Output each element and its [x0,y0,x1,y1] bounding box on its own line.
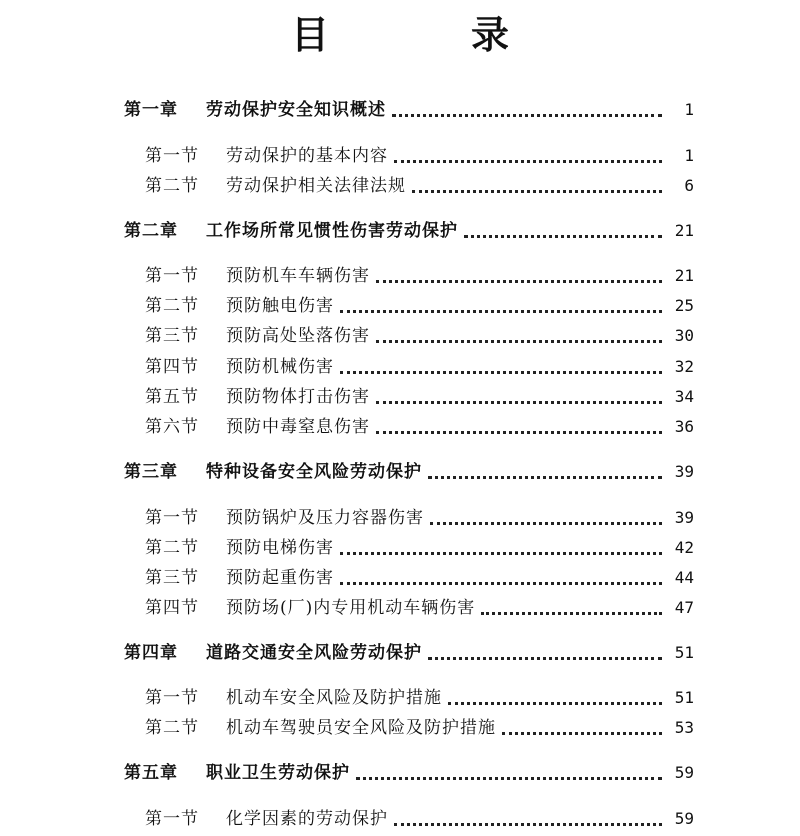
dot-leader [376,340,662,343]
chapter-title: 特种设备安全风险劳动保护 [206,462,422,482]
page-number: 47 [674,598,694,617]
section-title: 化学因素的劳动保护 [226,809,388,829]
page-number: 39 [674,508,694,527]
page-number: 51 [674,643,694,662]
section-title: 预防物体打击伤害 [226,387,370,407]
toc-chapter-row [0,218,800,244]
toc-section-row [0,263,800,289]
section-label: 第一节 [145,688,199,708]
toc-section-row [0,505,800,531]
section-title: 预防起重伤害 [226,568,334,588]
toc-chapter-row [0,459,800,485]
chapter-title: 道路交通安全风险劳动保护 [206,643,422,663]
page-number: 39 [674,462,694,481]
dot-leader [376,431,662,434]
dot-leader [340,552,662,555]
section-title: 劳动保护相关法律法规 [226,176,406,196]
dot-leader [340,310,662,313]
section-label: 第二节 [145,718,199,738]
toc-section-row [0,685,800,711]
page-number: 1 [684,100,694,119]
page-number: 51 [674,688,694,707]
section-title: 预防锅炉及压力容器伤害 [226,508,424,528]
page-number: 30 [674,326,694,345]
section-title: 劳动保护的基本内容 [226,146,388,166]
chapter-label: 第四章 [124,643,178,663]
dot-leader [412,190,662,193]
section-label: 第一节 [145,809,199,829]
section-title: 预防中毒窒息伤害 [226,417,370,437]
chapter-title: 劳动保护安全知识概述 [206,100,386,120]
chapter-label: 第五章 [124,763,178,783]
toc-chapter-row [0,640,800,666]
page-number: 36 [674,417,694,436]
page-number: 59 [674,809,694,828]
section-title: 预防场(厂)内专用机动车辆伤害 [226,598,476,618]
dot-leader [464,235,662,238]
toc-section-row [0,715,800,741]
chapter-title: 工作场所常见惯性伤害劳动保护 [206,221,458,241]
section-title: 预防高处坠落伤害 [226,326,370,346]
page-number: 25 [674,296,694,315]
section-label: 第二节 [145,538,199,558]
section-label: 第五节 [145,387,199,407]
page-title: 目 录 [290,13,561,57]
section-title: 机动车驾驶员安全风险及防护措施 [226,718,496,738]
toc-section-row [0,143,800,169]
section-title: 预防电梯伤害 [226,538,334,558]
section-label: 第二节 [145,296,199,316]
section-label: 第四节 [145,357,199,377]
dot-leader [430,522,662,525]
page-number: 6 [684,176,694,195]
chapter-title: 职业卫生劳动保护 [206,763,350,783]
section-label: 第三节 [145,326,199,346]
section-title: 预防触电伤害 [226,296,334,316]
page-number: 1 [684,146,694,165]
page-number: 21 [674,221,694,240]
dot-leader [376,401,662,404]
dot-leader [376,280,662,283]
dot-leader [340,371,662,374]
dot-leader [481,612,662,615]
page-number: 34 [674,387,694,406]
section-title: 机动车安全风险及防护措施 [226,688,442,708]
page-number: 21 [674,266,694,285]
toc-section-row [0,293,800,319]
dot-leader [502,732,662,735]
toc-section-row [0,535,800,561]
page-number: 59 [674,763,694,782]
page-number: 44 [674,568,694,587]
chapter-label: 第一章 [124,100,178,120]
toc-section-row [0,354,800,380]
toc-section-row [0,806,800,832]
toc-section-row [0,565,800,591]
page-number: 32 [674,357,694,376]
section-label: 第一节 [145,508,199,528]
dot-leader [392,114,662,117]
section-label: 第三节 [145,568,199,588]
toc-chapter-row [0,97,800,123]
dot-leader [394,823,662,826]
dot-leader [428,476,662,479]
dot-leader [340,582,662,585]
toc-section-row [0,384,800,410]
section-label: 第六节 [145,417,199,437]
section-label: 第四节 [145,598,199,618]
dot-leader [428,657,662,660]
section-label: 第一节 [145,266,199,286]
page-number: 53 [674,718,694,737]
toc-section-row [0,595,800,621]
dot-leader [356,777,662,780]
section-title: 预防机车车辆伤害 [226,266,370,286]
page-number: 42 [674,538,694,557]
toc-section-row [0,323,800,349]
chapter-label: 第二章 [124,221,178,241]
dot-leader [394,160,662,163]
toc-section-row [0,173,800,199]
section-label: 第一节 [145,146,199,166]
toc-chapter-row [0,760,800,786]
dot-leader [448,702,662,705]
section-title: 预防机械伤害 [226,357,334,377]
toc-section-row [0,414,800,440]
section-label: 第二节 [145,176,199,196]
chapter-label: 第三章 [124,462,178,482]
